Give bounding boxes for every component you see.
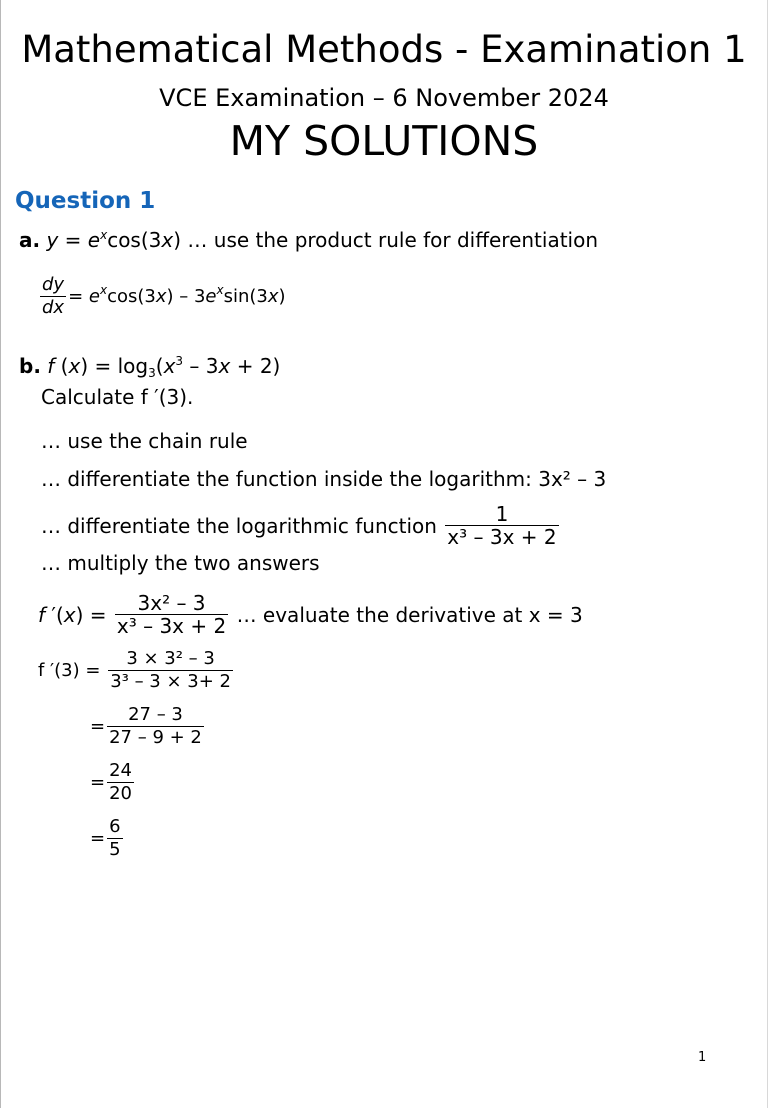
document-subtitle: VCE Examination – 6 November 2024 [159,84,609,112]
document-heading: MY SOLUTIONS [229,117,539,165]
part-b-label: b. [19,354,41,378]
work-fraction: $\frac{27 - 3}{27 - 9 + 2}$ [109,704,202,748]
work-fraction: $\frac{24}{20}$ [109,760,132,804]
derivative-hint: … evaluate the derivative at x = 3 [236,602,583,627]
step-inner-derivative: … differentiate the function inside the logarithm: 3x² – 3 [41,467,607,491]
part-a-line [19,228,598,252]
step-log-derivative: … differentiate the logarithmic function $\frac{1}{\text{x³ – 3x + 2}}$ [41,502,557,549]
evaluation-step-1: f ′(3) = $\frac{\text{3 × 3² – 3}}{\text{3³ – 3 × 3+ 2}}$ [38,648,231,692]
page-number: 1 [698,1050,707,1065]
evaluation-step-4: = $\frac{6}{5}$ [90,816,121,860]
question-label: Question 1 [15,188,156,214]
evaluation-step-2: = $\frac{27 - 3}{27 - 9 + 2}$ [90,704,202,748]
part-b-function: f $(x) = \log_3(x^3 - 3x + 2)$ [47,354,281,380]
log-derivative-fraction: $\frac{1}{\text{x³ – 3x + 2}}$ [447,502,557,549]
step-chain-rule: … use the chain rule [41,429,248,453]
evaluation-step-3: = $\frac{24}{20}$ [90,760,132,804]
document-title: Mathematical Methods - Examination 1 [21,28,747,71]
work-fraction: $\frac{6}{5}$ [109,816,121,860]
derivative-fraction: $\frac{\text{3x² – 3}}{\text{x³ – 3x + 2}}$ [116,591,227,638]
step-multiply: … multiply the two answers [41,551,320,575]
part-a-function: $y = e^x\cos(3x)$ [46,228,182,252]
derivative-line: f ′(x) = $\frac{\text{3x² – 3}}{\text{x³ – 3x + 2}}$ … evaluate the derivative at x = 3 [38,591,583,638]
part-a-hint: … use the product rule for differentiation [187,228,599,252]
part-a-label: a. [19,228,41,252]
part-b-line [19,354,280,378]
part-b-instruction: Calculate f ′(3). [41,385,194,409]
dy-dx-fraction: $\frac{dy}{dx}$ [42,274,65,318]
part-a-derivative: $\frac{dy}{dx}$ = $e^x\cos(3x) - 3e^x\sin(3x)$ [42,274,286,318]
work-fraction: $\frac{\text{3 × 3² – 3}}{\text{3³ – 3 × 3+ 2}}$ [110,648,231,692]
